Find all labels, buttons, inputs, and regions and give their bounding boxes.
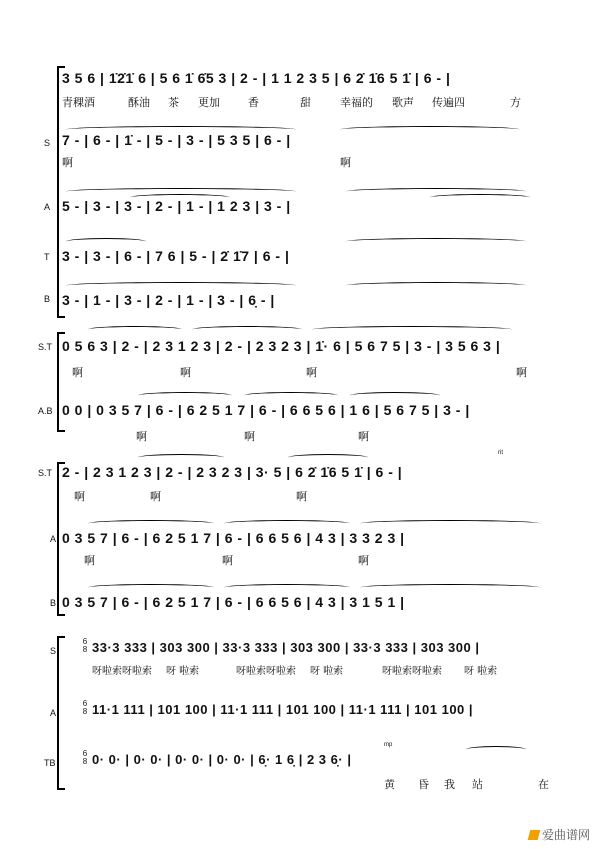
slur: [88, 584, 214, 591]
time-bottom: 8: [82, 757, 88, 766]
slur: [288, 454, 368, 461]
lyric: 呀 啦索: [166, 666, 200, 677]
lyric: 啊: [516, 366, 527, 379]
part-label: S: [50, 646, 57, 656]
melody-line: 3 5 6 | 1̇2̇1̇ 6 | 5 6 1̇ 6̇5 3 | 2 - | 1 1 2 3 5 | 6 2̇ 1̇6 5 1̇ | 6 - |: [62, 70, 451, 86]
lyric: 呀 啦索: [310, 666, 344, 677]
slur: [224, 520, 350, 527]
lyric: 啊: [222, 554, 233, 567]
part-notes: 33·3 333 | 303 300 | 33·3 333 | 303 300 | 33·3 333 | 303 300 |: [92, 640, 480, 655]
slur: [138, 454, 224, 461]
lyric: 黄: [384, 778, 395, 791]
lyric: 在: [538, 778, 549, 791]
part-notes: 2 - | 2 3 1 2 3 | 2 - | 2 3 2 3 | 3· 5 | 6 2̇ 1̇6 5 1̇ | 6 - |: [62, 464, 403, 480]
lyric: 啊: [136, 430, 147, 443]
part-label: T: [44, 252, 50, 262]
lyric: 啊: [84, 554, 95, 567]
part-label: A: [44, 202, 51, 212]
site-watermark: [529, 826, 590, 843]
part-label: A: [50, 534, 57, 544]
part-notes: 0 5 6 3 | 2 - | 2 3 1 2 3 | 2 - | 2 3 2 3 | 1̇· 6 | 5 6 7 5 | 3 - | 3 5 6 3 |: [62, 338, 501, 354]
part-notes: 7 - | 6 - | 1̇ - | 5 - | 3 - | 5 3 5 | 6 - |: [62, 132, 291, 148]
dynamic-marking: mp: [384, 742, 393, 748]
lyric: 我: [444, 778, 455, 791]
watermark-logo-icon: [528, 830, 541, 840]
lyric: 传遍四: [432, 96, 465, 109]
lyric: 啊: [340, 156, 351, 169]
slur: [360, 584, 540, 591]
part-notes: 0· 0· | 0· 0· | 0· 0· | 0· 0· | 6̣· 1 6̣ | 2 3 6̣· |: [92, 752, 352, 767]
lyric: 啊: [358, 430, 369, 443]
slur: [66, 282, 296, 289]
lyric: 呀啦索呀啦索: [236, 666, 296, 677]
lyric: 幸福的: [340, 96, 373, 109]
part-notes: 5 - | 3 - | 3 - | 2 - | 1 - | 1 2 3 | 3 - |: [62, 198, 291, 214]
slur: [192, 326, 302, 333]
time-bottom: 8: [82, 707, 88, 716]
lyric: 呀啦索呀啦索: [382, 666, 442, 677]
lyric: 啊: [150, 490, 161, 503]
lyric: 啊: [244, 430, 255, 443]
lyric: 方: [510, 96, 521, 109]
time-bottom: 8: [82, 645, 88, 654]
lyric: 啊: [74, 490, 85, 503]
part-notes: 3 - | 1 - | 3 - | 2 - | 1 - | 3 - | 6̣ - |: [62, 292, 275, 308]
system-brace: [57, 636, 65, 790]
slur: [88, 326, 182, 333]
lyric: 茶: [168, 96, 179, 109]
part-notes: 0 3 5 7 | 6 - | 6 2 5 1 7 | 6 - | 6 6 5 6 | 4 3 | 3 1 5 1 |: [62, 594, 405, 610]
lyric: 啊: [72, 366, 83, 379]
slur: [138, 392, 232, 399]
lyric: 更加: [198, 96, 220, 109]
slur: [312, 326, 512, 333]
slur: [88, 520, 214, 527]
part-notes: 0 3 5 7 | 6 - | 6 2 5 1 7 | 6 - | 6 6 5 6 | 4 3 | 3 3 2 3 |: [62, 530, 405, 546]
lyric: 酥油: [128, 96, 150, 109]
time-signature: [80, 700, 90, 716]
lyric: 啊: [62, 156, 73, 169]
lyric: 啊: [358, 554, 369, 567]
slur: [360, 520, 540, 527]
slur: [350, 392, 440, 399]
rit-marking: rit: [498, 450, 503, 456]
watermark-text: 爱曲谱网: [541, 828, 590, 842]
part-label: A.B: [38, 406, 53, 416]
slur: [224, 584, 350, 591]
lyric: 香: [248, 96, 259, 109]
time-signature: [80, 638, 90, 654]
lyric: 甜: [300, 96, 311, 109]
part-label: B: [50, 598, 57, 608]
part-notes: 0 0 | 0 3 5 7 | 6 - | 6 2 5 1 7 | 6 - | 6 6 5 6 | 1 6 | 5 6 7 5 | 3 - |: [62, 402, 470, 418]
slur: [244, 392, 338, 399]
part-label: S.T: [38, 342, 53, 352]
lyric: 啊: [296, 490, 307, 503]
slur: [346, 282, 526, 289]
slur: [66, 238, 146, 245]
time-top: 6: [82, 699, 88, 708]
lyric: 青稞酒: [62, 96, 95, 109]
time-signature: [80, 750, 90, 766]
lyric: 呀啦索呀啦索: [92, 666, 152, 677]
slur: [346, 238, 526, 245]
lyric: 啊: [306, 366, 317, 379]
part-label: A: [50, 708, 57, 718]
part-label: B: [44, 294, 51, 304]
lyric: 歌声: [392, 96, 414, 109]
part-notes: 11·1 111 | 101 100 | 11·1 111 | 101 100 | 11·1 111 | 101 100 |: [92, 702, 474, 717]
part-label: S.T: [38, 468, 53, 478]
lyric: 呀 啦索: [464, 666, 498, 677]
time-top: 6: [82, 637, 88, 646]
lyric: 站: [472, 778, 483, 791]
part-label: S: [44, 138, 51, 148]
time-top: 6: [82, 749, 88, 758]
part-label: TB: [44, 758, 56, 768]
lyric: 昏: [418, 778, 429, 791]
part-notes: 3 - | 3 - | 6 - | 7 6 | 5 - | 2̇ 1̇7 | 6 - |: [62, 248, 290, 264]
lyric: 啊: [180, 366, 191, 379]
